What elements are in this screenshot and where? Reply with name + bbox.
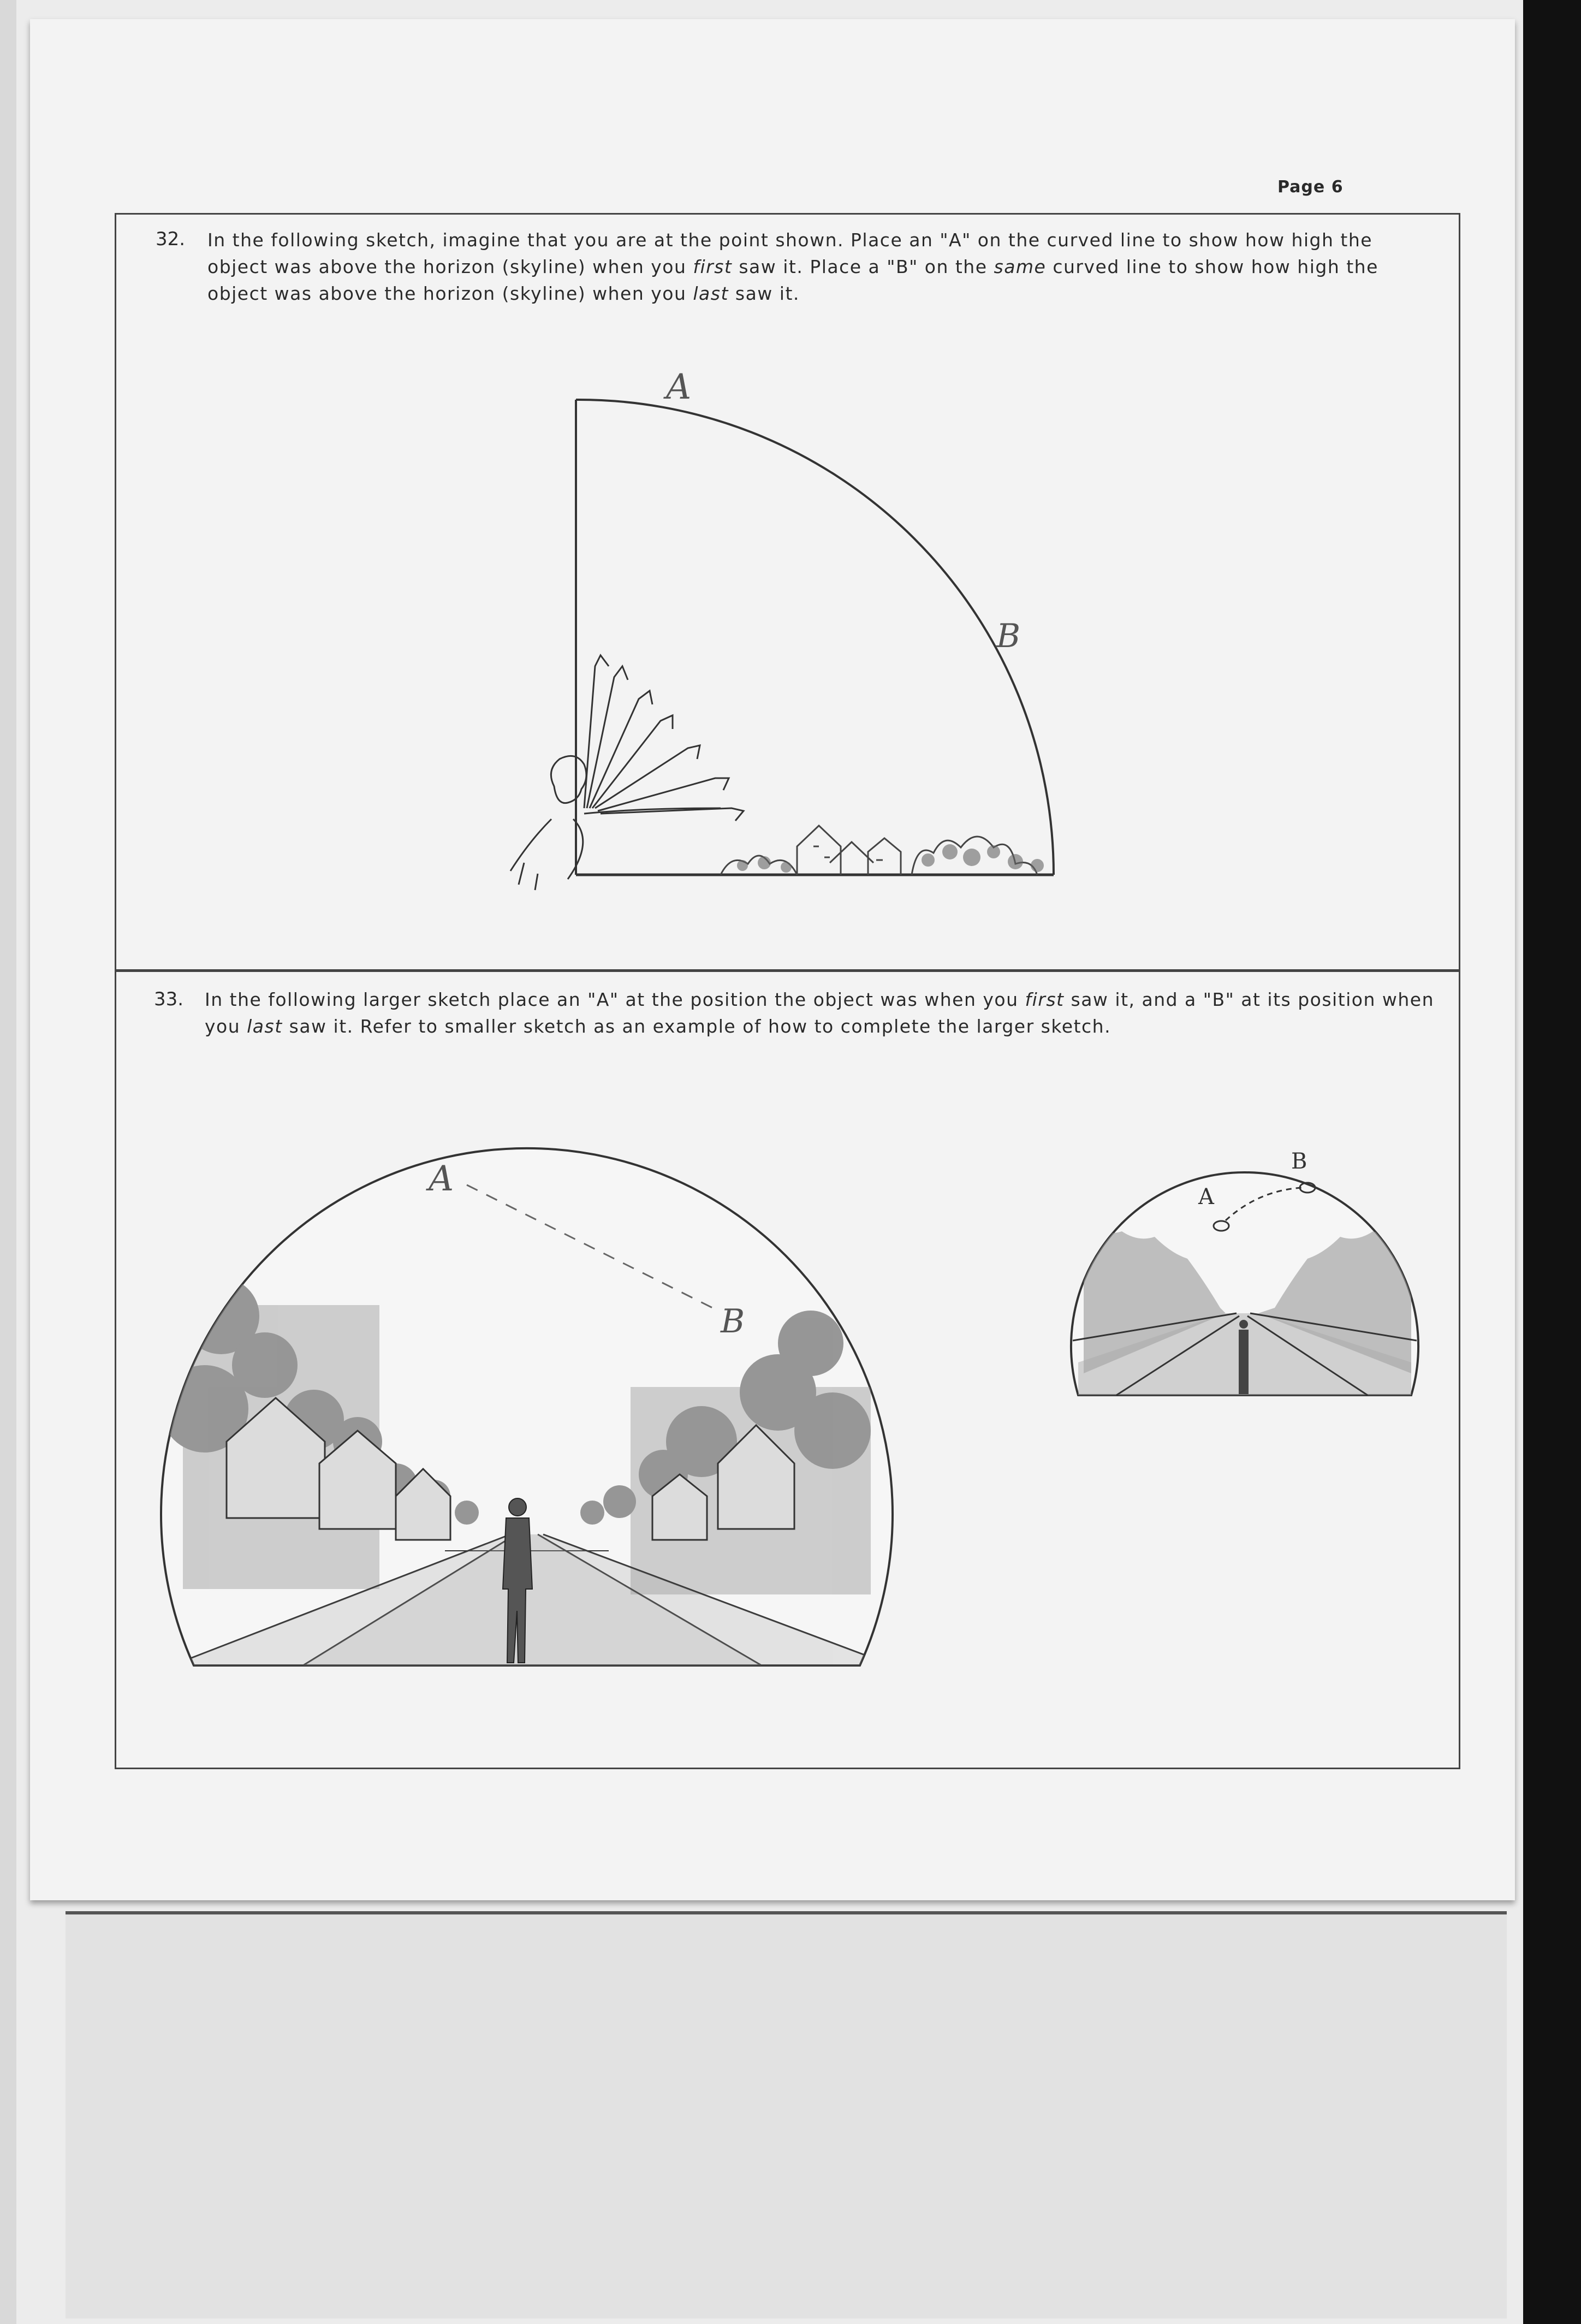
answer-mark-a-32: A xyxy=(666,367,692,407)
small-example-sketch xyxy=(1062,1144,1422,1401)
example-mark-b: B xyxy=(1291,1149,1307,1174)
question-32-number: 32. xyxy=(156,228,186,250)
answer-mark-b-33: B xyxy=(721,1302,745,1341)
quadrant-curved-line xyxy=(576,400,1054,875)
observer-figure xyxy=(510,756,721,890)
answer-mark-b-32: B xyxy=(996,617,1021,655)
large-street-sketch xyxy=(139,1136,914,1671)
pointing-hands xyxy=(584,655,744,821)
example-mark-a: A xyxy=(1198,1184,1214,1210)
scan-left-edge xyxy=(0,0,16,2324)
scan-right-edge xyxy=(1523,0,1581,2324)
answer-mark-a-33: A xyxy=(429,1159,454,1199)
sky-quadrant-sketch xyxy=(491,367,1092,928)
question-33-text: In the following larger sketch place an "A" at the position the object was when you first saw it, and a "B" at its position when you last saw it. Refer to smaller sketch as an example of how to complete the larger sketch. xyxy=(205,989,1435,1037)
question-32-text: In the following sketch, imagine that you are at the point shown. Place an "A" on the curved line to show how high the object was above the horizon (skyline) when you first saw it. Place a "B" on the same curved line to show how high the object was above the horizon (skyline) when you last saw it. xyxy=(207,229,1378,304)
underlying-sheet xyxy=(66,1911,1507,2319)
skyline-foliage xyxy=(737,844,1044,873)
small-sketch-standing-figure xyxy=(1239,1320,1249,1394)
question-33-number: 33. xyxy=(154,988,184,1010)
page-number: Page 6 xyxy=(1277,177,1344,197)
